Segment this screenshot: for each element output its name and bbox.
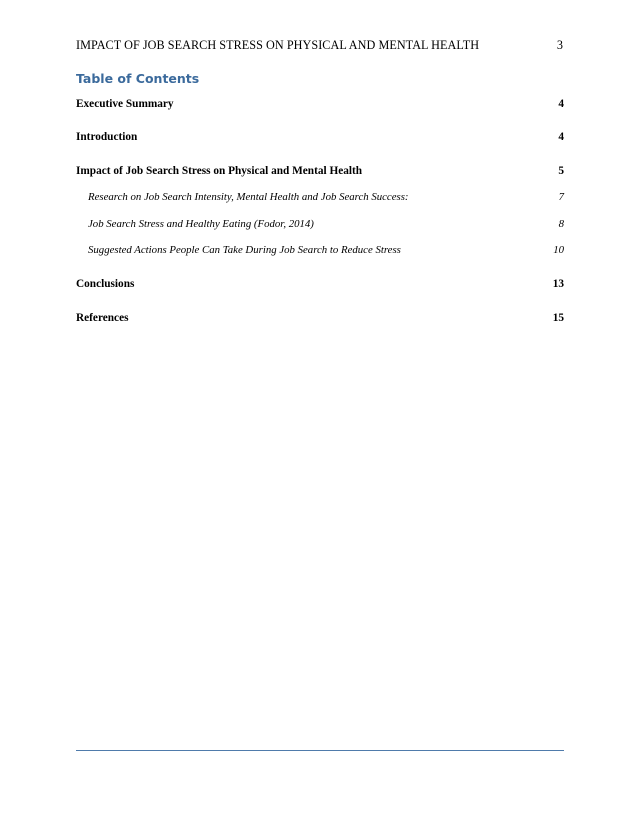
toc-entry-page: 4 [558, 98, 564, 110]
toc-entry-title: Suggested Actions People Can Take During Job Search to Reduce Stress [88, 244, 401, 256]
toc-entry-page: 4 [558, 131, 564, 143]
toc-entry-title: Executive Summary [76, 98, 174, 110]
toc-entry-title: References [76, 312, 129, 324]
toc-heading: Table of Contents [76, 71, 200, 86]
toc-entry-page: 10 [553, 244, 564, 256]
toc-entry-suggested-actions[interactable] [76, 242, 564, 258]
page-number: 3 [556, 38, 563, 52]
toc-entry-page: 13 [552, 278, 564, 290]
running-head-title: IMPACT OF JOB SEARCH STRESS ON PHYSICAL AND MENTAL HEALTH [76, 38, 480, 52]
toc-entry-impact[interactable] [76, 163, 564, 179]
toc-entry-title: Conclusions [76, 278, 135, 290]
toc-entry-page: 8 [558, 218, 564, 230]
toc-entry-references[interactable] [76, 310, 564, 326]
toc-entry-introduction[interactable] [76, 129, 564, 145]
toc-entry-executive-summary[interactable] [76, 96, 564, 112]
toc-entry-title: Introduction [76, 131, 138, 143]
toc-entry-conclusions[interactable] [76, 276, 564, 292]
toc-entry-page: 15 [552, 312, 564, 324]
toc-entry-title: Job Search Stress and Healthy Eating (Fodor, 2014) [88, 218, 314, 230]
running-head [76, 37, 563, 53]
toc-entry-page: 7 [558, 191, 564, 203]
toc-entry-research[interactable] [76, 189, 564, 205]
toc-entry-title: Impact of Job Search Stress on Physical and Mental Health [76, 165, 363, 177]
footer-divider [76, 750, 564, 751]
toc-entry-title: Research on Job Search Intensity, Mental Health and Job Search Success: [88, 191, 409, 203]
toc-entry-page: 5 [558, 165, 564, 177]
toc-entry-healthy-eating[interactable] [76, 216, 564, 232]
